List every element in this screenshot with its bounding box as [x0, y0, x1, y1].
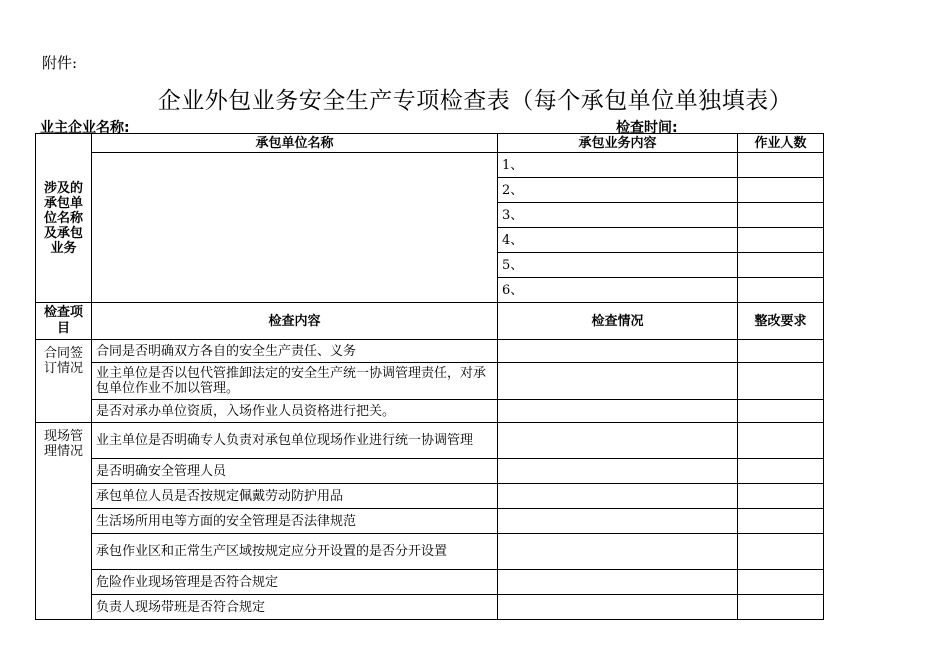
check-content-cell: 合同是否明确双方各自的安全生产责任、义务 — [92, 340, 498, 363]
check-time-label: 检查时间: — [616, 120, 678, 136]
table-row — [36, 534, 824, 570]
col-status-header: 检查情况 — [498, 303, 738, 340]
workers-cell[interactable] — [738, 203, 824, 228]
col-rectify-header: 整改要求 — [738, 303, 824, 340]
table-row — [36, 423, 824, 459]
section2-header-row — [36, 303, 824, 340]
check-status-cell[interactable] — [498, 534, 738, 570]
check-status-cell[interactable] — [498, 484, 738, 509]
business-cell[interactable]: 4、 — [498, 228, 738, 253]
group-category-site: 现场管理情况 — [36, 423, 92, 620]
rectify-cell[interactable] — [738, 570, 824, 595]
check-status-cell[interactable] — [498, 570, 738, 595]
attachment-label: 附件: — [42, 54, 78, 72]
check-content-cell: 负责人现场带班是否符合规定 — [92, 595, 498, 620]
workers-cell[interactable] — [738, 228, 824, 253]
rectify-cell[interactable] — [738, 459, 824, 484]
group-category-contract: 合同签订情况 — [36, 340, 92, 423]
unit-name-cell[interactable] — [92, 153, 498, 303]
table-row — [36, 400, 824, 423]
check-content-cell: 承包作业区和正常生产区域按规定应分开设置的是否分开设置 — [92, 534, 498, 570]
check-content-cell: 危险作业现场管理是否符合规定 — [92, 570, 498, 595]
page-title: 企业外包业务安全生产专项检查表（每个承包单位单独填表） — [157, 88, 793, 114]
table-row — [36, 595, 824, 620]
business-cell[interactable]: 5、 — [498, 253, 738, 278]
check-content-cell: 承包单位人员是否按规定佩戴劳动防护用品 — [92, 484, 498, 509]
rectify-cell[interactable] — [738, 509, 824, 534]
table-row — [36, 484, 824, 509]
table-row — [36, 459, 824, 484]
rectify-cell[interactable] — [738, 400, 824, 423]
check-content-cell: 生活场所用电等方面的安全管理是否法律规范 — [92, 509, 498, 534]
col-workers-header: 作业人数 — [738, 134, 824, 153]
col-item-header: 检查项目 — [36, 303, 92, 340]
rectify-cell[interactable] — [738, 484, 824, 509]
check-content-cell: 业主单位是否明确专人负责对承包单位现场作业进行统一协调管理 — [92, 423, 498, 459]
workers-cell[interactable] — [738, 153, 824, 178]
col-unit-name-header: 承包单位名称 — [92, 134, 498, 153]
rectify-cell[interactable] — [738, 340, 824, 363]
section1-header-row — [36, 134, 824, 153]
check-content-cell: 是否明确安全管理人员 — [92, 459, 498, 484]
business-cell[interactable]: 6、 — [498, 278, 738, 303]
check-content-cell: 业主单位是否以包代管推卸法定的安全生产统一协调管理责任，对承包单位作业不加以管理。 — [92, 363, 498, 400]
table-row — [36, 340, 824, 363]
business-cell[interactable]: 2、 — [498, 178, 738, 203]
check-status-cell[interactable] — [498, 459, 738, 484]
inspection-table — [35, 133, 824, 620]
owner-company-label: 业主企业名称: — [40, 120, 130, 136]
check-status-cell[interactable] — [498, 363, 738, 400]
table-row — [36, 570, 824, 595]
business-cell[interactable]: 1、 — [498, 153, 738, 178]
rectify-cell[interactable] — [738, 534, 824, 570]
business-cell[interactable]: 3、 — [498, 203, 738, 228]
check-status-cell[interactable] — [498, 423, 738, 459]
check-status-cell[interactable] — [498, 509, 738, 534]
col-content-header: 检查内容 — [92, 303, 498, 340]
check-status-cell[interactable] — [498, 595, 738, 620]
col-business-header: 承包业务内容 — [498, 134, 738, 153]
rectify-cell[interactable] — [738, 595, 824, 620]
rectify-cell[interactable] — [738, 423, 824, 459]
section1-category: 涉及的承包单位名称及承包业务 — [36, 134, 92, 303]
workers-cell[interactable] — [738, 178, 824, 203]
table-row — [36, 363, 824, 400]
table-row — [36, 509, 824, 534]
business-row — [36, 153, 824, 178]
check-status-cell[interactable] — [498, 400, 738, 423]
check-content-cell: 是否对承办单位资质，入场作业人员资格进行把关。 — [92, 400, 498, 423]
workers-cell[interactable] — [738, 253, 824, 278]
rectify-cell[interactable] — [738, 363, 824, 400]
check-status-cell[interactable] — [498, 340, 738, 363]
workers-cell[interactable] — [738, 278, 824, 303]
